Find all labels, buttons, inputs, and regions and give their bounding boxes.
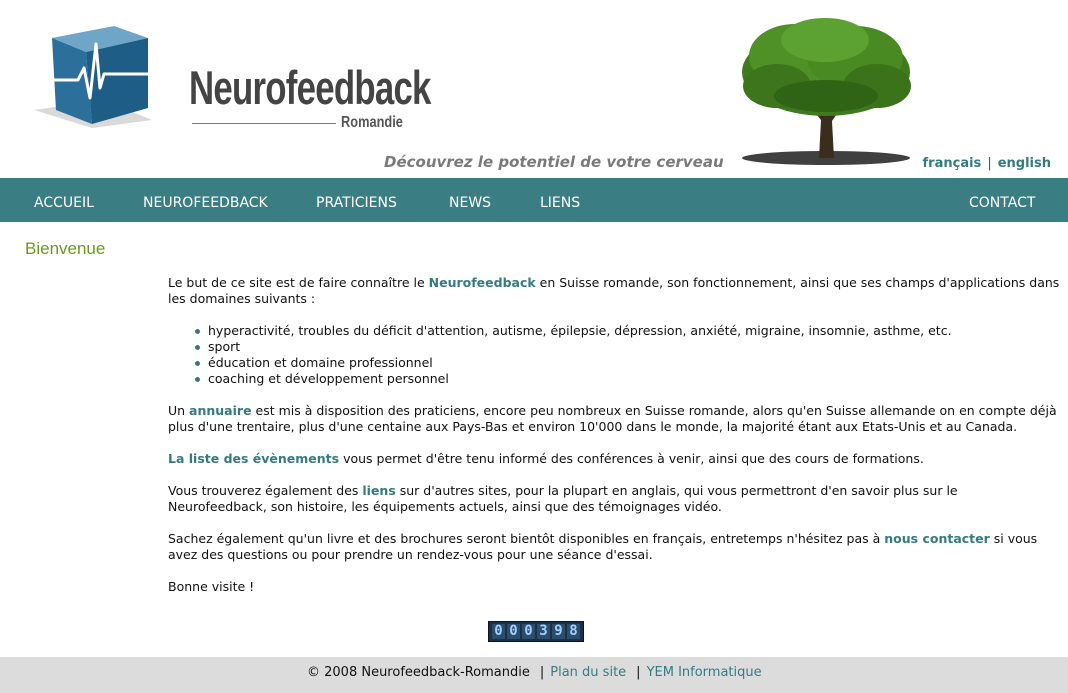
main-content (168, 275, 1060, 611)
footer-separator: | (539, 665, 545, 680)
footer-separator: | (636, 665, 641, 680)
liens-link[interactable]: liens (362, 483, 396, 498)
heartbeat-cube-icon (34, 24, 164, 128)
language-switch (923, 156, 1051, 171)
neurofeedback-link[interactable]: Neurofeedback (428, 275, 536, 290)
counter-digit: 0 (522, 624, 535, 639)
page-title: Bienvenue (25, 239, 106, 258)
intro-text-before: Le but de ce site est de faire connaître le (168, 275, 429, 290)
annuaire-text-before: Un (168, 403, 190, 418)
links-text-before: Vous trouverez également des (168, 483, 363, 498)
copyright-text: © 2008 Neurofeedback-Romandie (307, 665, 530, 680)
contact-text-after: si vous avez des questions ou pour prendre un rendez-vous pour une séance d'essai. (168, 531, 1038, 562)
list-item: hyperactivité, troubles du déficit d'attention, autisme, épilepsie, dépression, anxiété, migraine, insomnie, asthme, etc. (208, 323, 1060, 339)
annuaire-text-after: est mis à disposition des praticiens, encore peu nombreux en Suisse romande, alors qu'en Suisse allemande on en compte déjà plus d'une trentaire, plus d'une centaine aux Pays-Bas et environ 10'000 dans le monde, la majorité étant aux Etats-Unis et au Canada. (168, 403, 1057, 434)
contact-paragraph (168, 531, 1060, 563)
lang-link-fr[interactable]: français (922, 156, 982, 171)
contact-text-before: Sachez également qu'un livre et des brochures seront bientôt disponibles en français, entretemps n'hésitez pas à (168, 531, 885, 546)
counter-digit: 9 (552, 624, 565, 639)
list-item: sport (208, 339, 1060, 355)
brand-rule (192, 123, 336, 124)
annuaire-link[interactable]: annuaire (189, 403, 252, 418)
intro-text-after: en Suisse romande, son fonctionnement, ainsi que ses champs d'applications dans les domaines suivants : (168, 275, 1060, 306)
tree-image (737, 16, 915, 170)
nav-item-accueil[interactable]: ACCUEIL (34, 195, 94, 211)
visitor-counter[interactable] (488, 621, 584, 642)
credit-link[interactable]: YEM Informatique (646, 665, 762, 680)
lang-link-en[interactable]: english (997, 156, 1051, 171)
nav-item-news[interactable]: NEWS (449, 195, 492, 211)
events-paragraph (168, 451, 1060, 467)
brand-subtitle: Romandie (341, 114, 403, 131)
intro-paragraph (168, 275, 1060, 307)
counter-digit: 0 (492, 624, 505, 639)
nav-item-contact[interactable]: CONTACT (969, 195, 1036, 211)
domain-list (168, 323, 1060, 387)
links-text-after: sur d'autres sites, pour la plupart en anglais, qui vous permettront d'en savoir plus sur le Neurofeedback, son histoire, les équipements actuels, ainsi que des témoignages vidéo. (168, 483, 958, 514)
events-link[interactable]: La liste des évènements (168, 451, 340, 466)
brand-name: Neurofeedback (189, 61, 431, 114)
nav-item-praticiens[interactable]: PRATICIENS (316, 195, 397, 211)
nav-item-neurofeedback[interactable]: NEUROFEEDBACK (143, 195, 268, 211)
events-text-after: vous permet d'être tenu informé des conférences à venir, ainsi que des cours de formations. (339, 451, 924, 466)
list-item: coaching et développement personnel (208, 371, 1060, 387)
main-nav (0, 178, 1068, 222)
links-paragraph (168, 483, 1060, 515)
footer-links (307, 665, 762, 680)
site-logo[interactable] (34, 24, 431, 131)
annuaire-paragraph (168, 403, 1060, 435)
counter-digit: 3 (537, 624, 550, 639)
counter-digit: 0 (507, 624, 520, 639)
sitemap-link[interactable]: Plan du site (550, 665, 627, 680)
header (0, 0, 1068, 178)
lang-separator: | (987, 156, 992, 171)
nav-item-liens[interactable]: LIENS (540, 195, 581, 211)
contact-link[interactable]: nous contacter (884, 531, 990, 546)
list-item: éducation et domaine professionnel (208, 355, 1060, 371)
closing-text: Bonne visite ! (168, 579, 255, 594)
counter-digit: 8 (567, 624, 580, 639)
footer (0, 657, 1068, 693)
slogan: Découvrez le potentiel de votre cerveau (384, 153, 724, 171)
